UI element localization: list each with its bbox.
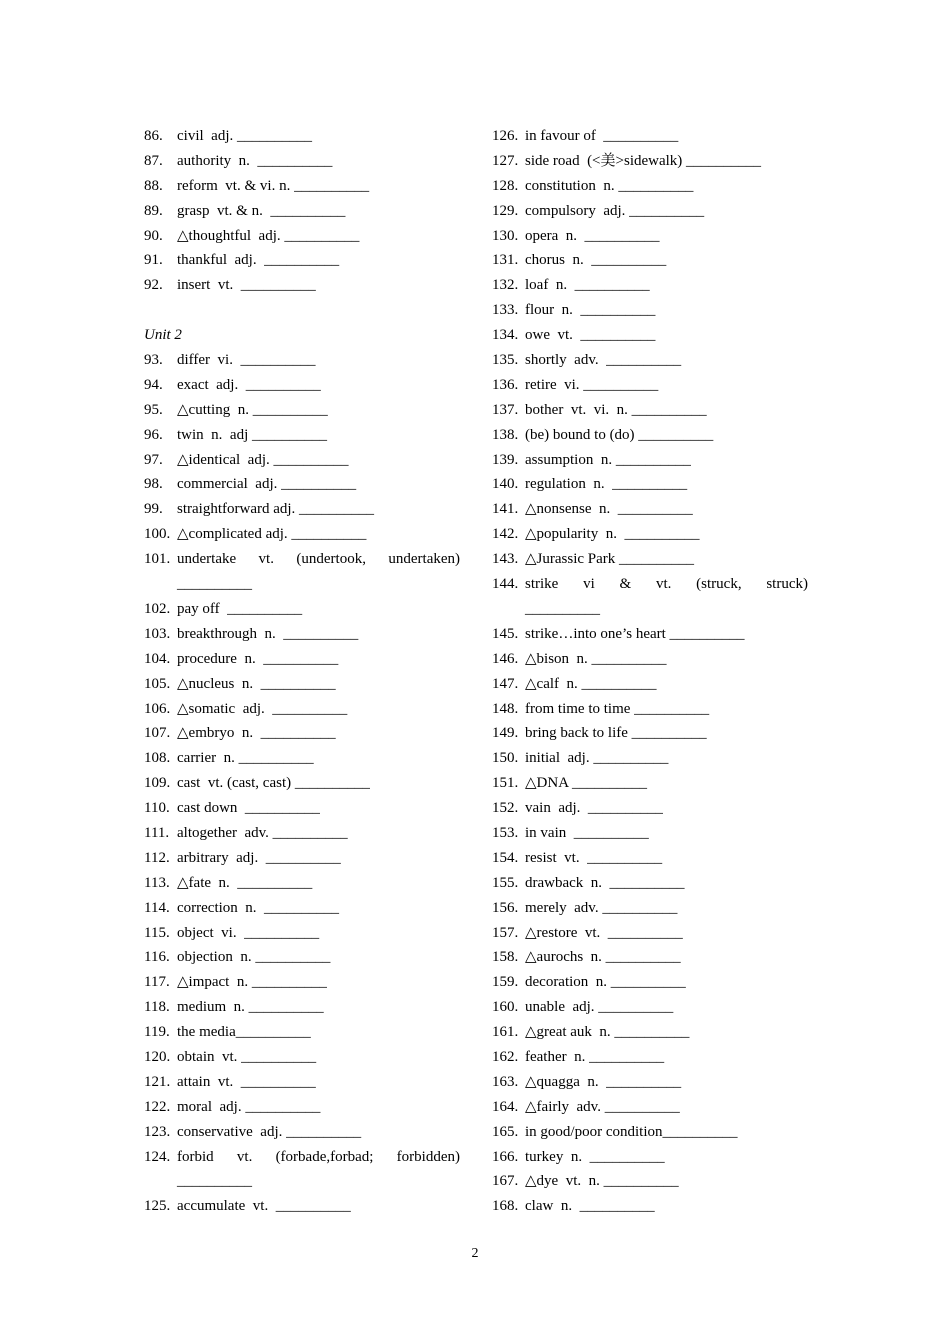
vocab-item: [144, 1020, 460, 1045]
vocab-item: [492, 174, 808, 199]
item-number: 146.: [492, 650, 519, 667]
vocab-item: [492, 398, 808, 423]
item-number: 155.: [492, 874, 519, 891]
item-number: 123.: [144, 1123, 171, 1140]
item-text: bother vt. vi. n. __________: [525, 401, 707, 418]
page-number: 2: [471, 1246, 479, 1261]
vocab-item: [492, 149, 808, 174]
item-text: cast down __________: [177, 800, 320, 817]
vocab-item: [144, 174, 460, 199]
vocab-item: [144, 647, 460, 672]
item-number: 150.: [492, 750, 519, 767]
vocab-item: [492, 472, 808, 497]
item-text: flour n. __________: [525, 302, 656, 319]
item-number: 148.: [492, 700, 519, 717]
item-number: 132.: [492, 277, 519, 294]
vocab-item: [144, 746, 460, 771]
item-text: △fairly adv. __________: [525, 1098, 680, 1115]
item-number: 113.: [144, 874, 170, 891]
item-number: 86.: [144, 128, 163, 144]
item-text: regulation n. __________: [525, 476, 688, 493]
vocab-item: [144, 149, 460, 174]
vocab-item: [144, 248, 460, 273]
item-text: moral adj. __________: [177, 1098, 321, 1115]
item-number: 89.: [144, 202, 163, 219]
item-number: 168.: [492, 1198, 519, 1215]
item-number: 103.: [144, 625, 171, 642]
item-number: 125.: [144, 1198, 171, 1215]
item-text: commercial adj. __________: [177, 476, 357, 493]
item-text: attain vt. __________: [177, 1073, 316, 1090]
item-text: breakthrough n. __________: [177, 625, 359, 642]
item-number: 158.: [492, 949, 519, 966]
vocab-item: [492, 1070, 808, 1095]
item-number: 166.: [492, 1148, 519, 1165]
item-text: insert vt. __________: [177, 277, 316, 294]
vocab-item: [492, 1169, 808, 1194]
item-text: △dye vt. n. __________: [525, 1173, 679, 1190]
vocab-item: [492, 622, 808, 647]
item-text: altogether adv. __________: [177, 824, 348, 841]
vocab-item: [492, 647, 808, 672]
item-text: turkey n. __________: [525, 1148, 665, 1165]
item-number: 124.: [144, 1148, 171, 1165]
item-number: 110.: [144, 800, 170, 817]
vocab-item: [492, 1120, 808, 1145]
vocab-item: [492, 846, 808, 871]
item-number: 149.: [492, 725, 519, 742]
item-number: 139.: [492, 451, 519, 468]
item-number: 137.: [492, 401, 519, 418]
item-text: accumulate vt. __________: [177, 1198, 351, 1215]
vocab-item: [144, 1070, 460, 1095]
item-number: 130.: [492, 227, 519, 244]
vocab-item: [144, 124, 460, 149]
item-number: 136.: [492, 376, 519, 393]
vocab-item: [492, 821, 808, 846]
item-text: claw n. __________: [525, 1198, 655, 1215]
item-text: reform vt. & vi. n. __________: [177, 177, 370, 194]
item-number: 160.: [492, 999, 519, 1016]
item-text: chorus n. __________: [525, 252, 667, 269]
vocab-item: [144, 522, 460, 547]
item-number: 147.: [492, 675, 519, 692]
vocab-item: [144, 871, 460, 896]
item-number: 154.: [492, 849, 519, 866]
item-number: 101.: [144, 551, 171, 568]
item-text: △aurochs n. __________: [525, 949, 681, 966]
item-text: correction n. __________: [177, 899, 340, 916]
item-number: 97.: [144, 451, 163, 468]
vocab-item: [492, 1095, 808, 1120]
vocab-item: [492, 1045, 808, 1070]
item-text: exact adj. __________: [177, 376, 321, 393]
vocab-item: [492, 323, 808, 348]
item-text: △quagga n. __________: [525, 1073, 682, 1090]
item-number: 156.: [492, 899, 519, 916]
item-number: 167.: [492, 1173, 519, 1190]
item-text: obtain vt. __________: [177, 1048, 317, 1065]
vocab-item: [492, 746, 808, 771]
item-number: 159.: [492, 974, 519, 991]
item-number: 95.: [144, 401, 163, 418]
item-text: △bison n. __________: [525, 650, 667, 667]
vocab-item: [144, 697, 460, 722]
item-number: 94.: [144, 376, 163, 393]
item-text: owe vt. __________: [525, 327, 656, 344]
item-text: retire vi. __________: [525, 376, 659, 393]
unit2-list-a: [144, 348, 460, 547]
item-text: △restore vt. __________: [525, 924, 683, 941]
item-text: vain adj. __________: [525, 800, 663, 817]
vocab-item: [492, 1020, 808, 1045]
item-text: compulsory adj. __________: [525, 202, 705, 219]
item-number: 91.: [144, 252, 163, 269]
item-number: 164.: [492, 1098, 519, 1115]
vocab-item: [492, 547, 808, 572]
vocab-item: [144, 771, 460, 796]
vocab-item: [144, 1045, 460, 1070]
item-text: initial adj. __________: [525, 750, 669, 767]
item-number: 118.: [144, 999, 170, 1016]
item-text: thankful adj. __________: [177, 252, 340, 269]
item-text: △fate n. __________: [177, 874, 313, 891]
item-number: 109.: [144, 775, 171, 792]
item-number: 142.: [492, 526, 519, 543]
item-text: unable adj. __________: [525, 999, 674, 1016]
item-number: 162.: [492, 1048, 519, 1065]
item-text: merely adv. __________: [525, 899, 678, 916]
item-text: △complicated adj. __________: [177, 526, 367, 543]
item-text: twin n. adj __________: [177, 426, 327, 443]
vocab-item: [492, 124, 808, 149]
item-text: strike…into one’s heart __________: [525, 625, 745, 642]
item-number: 141.: [492, 501, 519, 518]
vocab-item: [144, 497, 460, 522]
unit1-list: [144, 124, 460, 298]
item-text: in good/poor condition__________: [525, 1123, 738, 1140]
item-number: 102.: [144, 600, 171, 617]
item-number: 163.: [492, 1073, 519, 1090]
item-number: 138.: [492, 426, 519, 443]
vocab-item: [144, 373, 460, 398]
vocab-item: [492, 497, 808, 522]
vocab-item: [492, 248, 808, 273]
item-text: forbid vt. (forbade,forbad; forbidden): [177, 1148, 460, 1165]
item-number: 104.: [144, 650, 171, 667]
vocab-item: [492, 348, 808, 373]
item-text: △nonsense n. __________: [525, 501, 693, 518]
item-number: 129.: [492, 202, 519, 219]
item-number: 98.: [144, 476, 163, 493]
vocab-item: [492, 697, 808, 722]
item-number: 117.: [144, 974, 170, 991]
vocab-item: [144, 273, 460, 298]
item-text: loaf n. __________: [525, 277, 650, 294]
vocab-item: [492, 970, 808, 995]
item-number: 93.: [144, 352, 163, 369]
item-text: △great auk n. __________: [525, 1024, 690, 1041]
vocab-item: [492, 995, 808, 1020]
item-number: 153.: [492, 824, 519, 841]
item-text: object vi. __________: [177, 924, 320, 941]
vocab-item: [492, 423, 808, 448]
item-text: decoration n. __________: [525, 974, 686, 991]
item-number: 106.: [144, 700, 171, 717]
vocab-item: [492, 273, 808, 298]
item-text: △DNA __________: [525, 775, 647, 792]
item-number: 100.: [144, 526, 171, 543]
vocab-item: [144, 224, 460, 249]
item-text: △impact n. __________: [177, 974, 327, 991]
item-text: from time to time __________: [525, 700, 710, 717]
vocab-item: [144, 472, 460, 497]
vocab-item: [492, 871, 808, 896]
item-number: 120.: [144, 1048, 171, 1065]
item-text: arbitrary adj. __________: [177, 849, 341, 866]
item-number: 127.: [492, 152, 519, 169]
item-blank: __________: [177, 576, 252, 593]
item-number: 105.: [144, 675, 171, 692]
item-text: carrier n. __________: [177, 750, 314, 767]
item-number: 135.: [492, 352, 519, 369]
item-text: △somatic adj. __________: [177, 700, 348, 717]
item-number: 134.: [492, 327, 519, 344]
vocab-item: [144, 796, 460, 821]
unit-heading: Unit 2: [144, 327, 182, 344]
vocab-item: [144, 423, 460, 448]
vocab-item: [492, 921, 808, 946]
spacer: [144, 298, 460, 323]
vocab-item: [492, 896, 808, 921]
item-number: 140.: [492, 476, 519, 493]
item-number: 152.: [492, 800, 519, 817]
item-number: 107.: [144, 725, 171, 742]
item-number: 108.: [144, 750, 171, 767]
item-text: feather n. __________: [525, 1048, 665, 1065]
vocab-item-124: [144, 1145, 460, 1195]
item-text: procedure n. __________: [177, 650, 339, 667]
item-number: 87.: [144, 152, 163, 169]
item-number: 88.: [144, 177, 163, 194]
vocab-item: [144, 921, 460, 946]
item-number: 165.: [492, 1123, 519, 1140]
vocab-item: [144, 1095, 460, 1120]
item-text: conservative adj. __________: [177, 1123, 362, 1140]
item-blank: __________: [177, 1173, 252, 1190]
item-number: 133.: [492, 302, 519, 319]
vocab-item: [492, 522, 808, 547]
left-column: [144, 124, 460, 1219]
item-number: 90.: [144, 227, 163, 244]
item-text: the media__________: [177, 1024, 311, 1041]
item-text: civil adj. __________: [177, 128, 312, 144]
item-number: 92.: [144, 277, 163, 294]
vocab-item: [144, 448, 460, 473]
vocab-item: [144, 721, 460, 746]
item-text: constitution n. __________: [525, 177, 694, 194]
vocab-item-101: [144, 547, 460, 597]
item-text: straightforward adj. __________: [177, 501, 375, 518]
vocab-item: [492, 298, 808, 323]
vocab-item: [492, 796, 808, 821]
item-text: △Jurassic Park __________: [525, 551, 695, 568]
right-column: [492, 124, 808, 1219]
item-number: 112.: [144, 849, 170, 866]
item-number: 96.: [144, 426, 163, 443]
vocab-item: [144, 622, 460, 647]
vocab-item: [144, 398, 460, 423]
item-text: △thoughtful adj. __________: [177, 227, 360, 244]
item-text: △embryo n. __________: [177, 725, 336, 742]
vocab-item-125: [144, 1194, 460, 1219]
item-text: differ vi. __________: [177, 352, 316, 369]
item-number: 126.: [492, 128, 519, 144]
item-text: side road (<美>sidewalk) __________: [525, 152, 762, 169]
item-text: (be) bound to (do) __________: [525, 426, 714, 443]
vocab-item-144: [492, 572, 808, 622]
vocab-item: [144, 970, 460, 995]
item-text: cast vt. (cast, cast) __________: [177, 775, 370, 792]
item-number: 151.: [492, 775, 519, 792]
item-text: △cutting n. __________: [177, 401, 328, 418]
item-text: grasp vt. & n. __________: [177, 202, 346, 219]
item-text: objection n. __________: [177, 949, 331, 966]
item-text: pay off __________: [177, 600, 303, 617]
vocab-item: [492, 672, 808, 697]
item-text: △identical adj. __________: [177, 451, 349, 468]
vocab-item: [144, 945, 460, 970]
item-number: 99.: [144, 501, 163, 518]
vocab-item: [144, 995, 460, 1020]
item-number: 161.: [492, 1024, 519, 1041]
vocab-item: [492, 224, 808, 249]
vocab-item: [144, 846, 460, 871]
item-text: drawback n. __________: [525, 874, 685, 891]
vocab-item: [144, 821, 460, 846]
unit2-list-b: [144, 597, 460, 1145]
item-number: 157.: [492, 924, 519, 941]
vocab-item: [144, 199, 460, 224]
item-number: 145.: [492, 625, 519, 642]
item-text: △calf n. __________: [525, 675, 657, 692]
vocab-item: [492, 1145, 808, 1170]
item-number: 131.: [492, 252, 519, 269]
item-number: 116.: [144, 949, 170, 966]
item-text: medium n. __________: [177, 999, 324, 1016]
item-text: bring back to life __________: [525, 725, 707, 742]
vocab-item: [144, 672, 460, 697]
vocab-item: [492, 771, 808, 796]
vocab-item: [144, 597, 460, 622]
vocab-item: [492, 945, 808, 970]
item-number: 115.: [144, 924, 170, 941]
item-number: 144.: [492, 576, 519, 593]
item-text: △nucleus n. __________: [177, 675, 336, 692]
item-text: resist vt. __________: [525, 849, 663, 866]
item-text: △popularity n. __________: [525, 526, 700, 543]
right-list-b: [492, 622, 808, 1219]
item-number: 143.: [492, 551, 519, 568]
vocab-item: [492, 373, 808, 398]
item-number: 119.: [144, 1024, 170, 1041]
vocab-item: [492, 448, 808, 473]
item-text: strike vi & vt. (struck, struck): [525, 576, 808, 593]
item-number: 114.: [144, 899, 170, 916]
item-number: 111.: [144, 824, 170, 841]
item-number: 122.: [144, 1098, 171, 1115]
item-number: 121.: [144, 1073, 171, 1090]
item-text: assumption n. __________: [525, 451, 691, 468]
item-text: in vain __________: [525, 824, 649, 841]
vocab-item: [144, 896, 460, 921]
item-text: opera n. __________: [525, 227, 660, 244]
item-text: authority n. __________: [177, 152, 333, 169]
vocab-item: [492, 1194, 808, 1219]
item-text: undertake vt. (undertook, undertaken): [177, 551, 460, 568]
right-list-a: [492, 124, 808, 572]
item-number: 128.: [492, 177, 519, 194]
vocab-item: [492, 199, 808, 224]
vocab-item: [492, 721, 808, 746]
item-blank: __________: [525, 600, 600, 617]
item-text: in favour of __________: [525, 128, 679, 144]
item-text: shortly adv. __________: [525, 352, 682, 369]
vocab-item: [144, 1120, 460, 1145]
vocab-item: [144, 348, 460, 373]
